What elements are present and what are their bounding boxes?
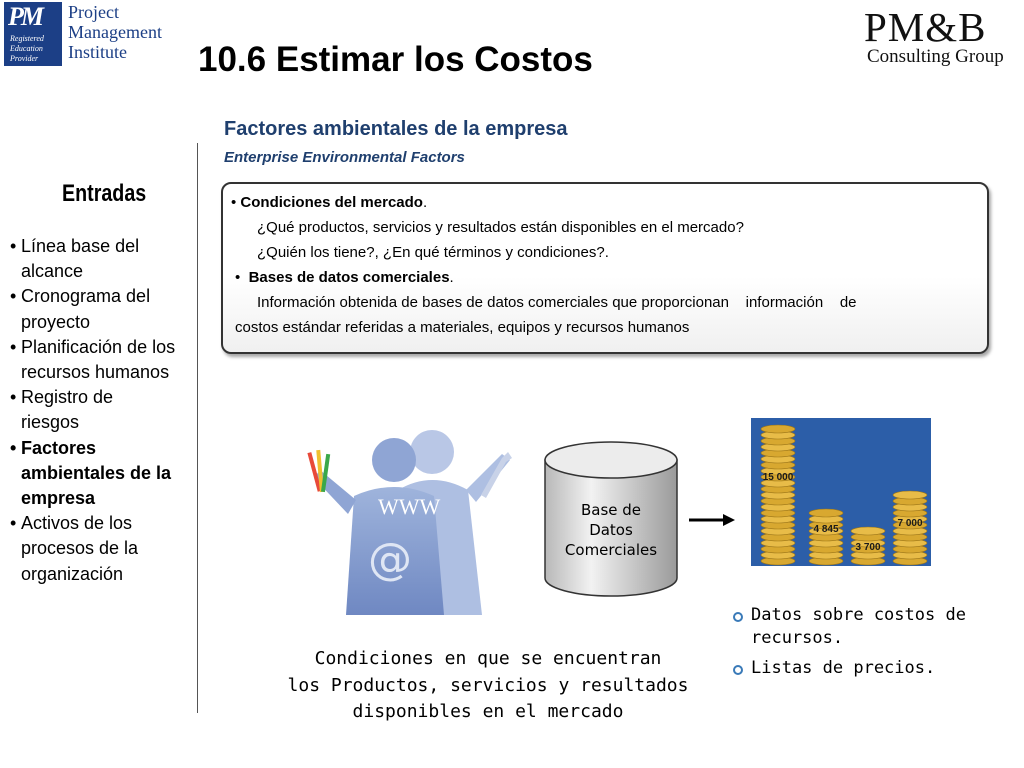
coin [809, 509, 843, 517]
arrow-right-icon [689, 510, 735, 530]
factors-box [221, 182, 989, 354]
database-label [543, 500, 679, 560]
box-line: Información obtenida de bases de datos comerciales que proporcionan información de [257, 294, 857, 311]
pmb-logo-subtitle: Consulting Group [867, 46, 1004, 67]
datos-item [733, 657, 993, 680]
section-heading: Factores ambientales de la empresa [224, 118, 568, 140]
bullet-bases-datos-title: Bases de datos comerciales [248, 269, 450, 286]
entradas-item: • Activos de los procesos de la organización [6, 511, 176, 587]
section-subheading: Enterprise Environmental Factors [224, 149, 465, 166]
entradas-title: Entradas [62, 180, 147, 207]
coin [851, 527, 885, 535]
bullet-condiciones: • Condiciones del mercado. [231, 194, 428, 211]
box-line: costos estándar referidas a materiales, equipos y recursos humanos [235, 319, 690, 336]
pmi-badge [4, 2, 62, 66]
database-label-line: Base de [580, 501, 642, 519]
www-people-illustration [306, 430, 516, 615]
coin [761, 425, 795, 433]
entradas-list [6, 234, 176, 587]
datos-list [733, 604, 993, 687]
entradas-item: • Línea base del alcance [6, 234, 176, 284]
pmi-wordmark-line: Management [68, 22, 162, 42]
pmi-wordmark-line: Institute [68, 42, 127, 62]
entradas-item: • Planificación de los recursos humanos [6, 335, 176, 385]
datos-item-text: Listas de precios. [751, 658, 936, 678]
entradas-item: • Factores ambientales de la empresa [6, 436, 176, 512]
bullet-ring-icon [733, 612, 743, 622]
pmi-badge-line: Education [10, 44, 43, 53]
pmb-logo-name: PM&B [864, 4, 987, 50]
coin-stacks-image [751, 418, 931, 566]
datos-item [733, 604, 993, 650]
box-line: ¿Quién los tiene?, ¿En qué términos y condiciones?. [257, 244, 609, 261]
bullet-ring-icon [733, 665, 743, 675]
pmi-badge-text: PM [8, 2, 41, 31]
pmi-wordmark-line: Project [68, 2, 119, 22]
page-title: 10.6 Estimar los Costos [198, 40, 593, 79]
caption-line: disponibles en el mercado [352, 701, 624, 722]
database-label-line: Comerciales [564, 541, 658, 559]
pmb-logo [864, 6, 1014, 66]
bullet-bases-datos: • Bases de datos comerciales. [235, 269, 454, 286]
database-label-line: Datos [589, 521, 633, 539]
datos-item-text: Datos sobre costos de recursos. [751, 605, 966, 648]
entradas-item: • Registro de riesgos [6, 385, 176, 435]
coin-stack-label: 3 700 [855, 542, 881, 553]
coin-stack-label: 4 845 [813, 524, 839, 535]
pmi-badge-line: Provider [10, 54, 39, 63]
www-label: WWW [378, 494, 441, 519]
caption-line: Condiciones en que se encuentran [314, 648, 662, 669]
coin [893, 491, 927, 499]
coin-stack-label: 7 000 [897, 518, 923, 529]
svg-text:@: @ [368, 534, 412, 585]
column-divider [197, 143, 198, 713]
box-line: ¿Qué productos, servicios y resultados están disponibles en el mercado? [257, 219, 744, 236]
pmi-logo [4, 2, 162, 68]
bullet-condiciones-title: Condiciones del mercado [240, 194, 423, 211]
pmi-wordmark [68, 2, 162, 62]
entradas-item: • Cronograma del proyecto [6, 284, 176, 334]
coin-stack-label: 15 000 [762, 472, 794, 483]
pmi-badge-line: Registered [10, 34, 44, 43]
condiciones-caption [284, 646, 692, 726]
caption-line: los Productos, servicios y resultados [287, 674, 689, 696]
